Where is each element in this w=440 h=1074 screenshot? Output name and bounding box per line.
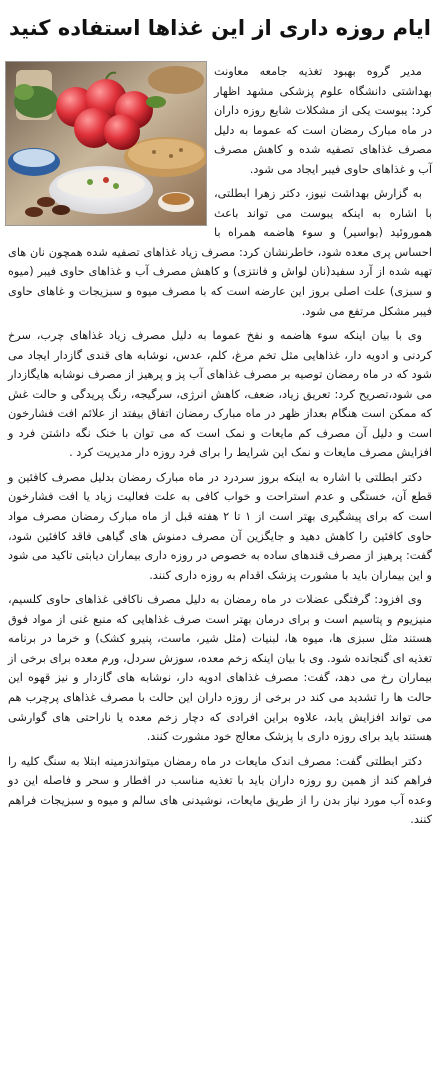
paragraph-2: به گزارش بهداشت نیوز، دکتر زهرا ابطلتی، با اشاره به اینکه یبوست می تواند باعث هموروئید (بواسیر) و سوء هاضمه همراه با احساس پری معده شود، خاطرنشان کرد: مصرف زیاد غذاهای تصفیه شده همچون نان های تهیه شده از آرد سفید(نان لواش و فانتزی) و کاهش مصرف آب و غذاهای حاوی فیبر (میوه و سبزی) علت اصلی بروز این عارضه است که با مصرف میوه و سبزیجات و غاهای حاوی فیبر مشکل مرتفع می شود. <box>8 187 432 318</box>
paragraph-5: وی افزود: گرفتگی عضلات در ماه رمضان به دلیل مصرف ناکافی غذاهای حاوی کلسیم، منیزیوم و پتاسیم است و برای درمان بهتر است صرف غذاهایی که منبع غنی از مواد فوق هستند مثل سبزی ها، میوه ها، لبنیات (مثل شیر، ماست، پنیرو کشک) و خرما در برنامه تغذیه ای گنجانده شود. وی با بیان اینکه زخم معده، سوزش سردل، ورم معده برای برخی از بیماران رخ می دهد، گفت: مصرف غذاهای ادویه دار، نوشابه های گازدار و نیز قهوه این حالت ها را تشدید می کند در برخی از روزه داران این حالت با مصرف غذاهای پرچرب هم می تواند افزایش یابد، علاوه براین افرادی که دچار زخم معده یا ناراحتی های گوارشی هستند باید برای روزه داری با پزشک معالج خود مشورت کنند. <box>8 593 432 744</box>
paragraph-4: دکتر ابطلتی با اشاره به اینکه بروز سردرد در ماه مبارک رمضان بدلیل مصرف کافئین و قطع آن، خستگی و عدم استراحت و خواب کافی به علت فعالیت زیاد یا افت فشارخون است که برای پیشگیری بهتر است از ۱ تا ۲ هفته قبل از ماه مبارک رمضان مصرف مواد حاوی کافئین را کاهش دهید و جایگزین آن مصرف دمنوش های گیاهی فاقد کافئین شود، گفت: پرهیز از مصرف قندهای ساده به خصوص در روزه داری بیماران دیابتی تاکید می شود و این بیماران باید با مشورت پزشک اقدام به روزه داری کنند. <box>8 470 433 582</box>
article-title: ایام روزه داری از این غذاها استفاده کنید <box>9 16 431 40</box>
article-body <box>8 62 432 835</box>
paragraph-3: وی با بیان اینکه سوء هاضمه و نفخ عموما به دلیل مصرف زیاد غذاهای چرب، سرخ کردنی و ادویه دار، غذاهایی مثل تخم مرغ، کلم، عدس، نوشابه های قندی گازدار ایجاد می شود که در ماه رمضان توصیه بر مصرف غذاهای آب پز و پرهیز از مصرف نوشابه هایگازدار می شود،تصریح کرد: تعریق زیاد، ضعف، کاهش انرژی، سرگیجه، رنگ پریدگی و حالت غش که ممکن است هنگام بعداز ظهر در ماه مبارک رمضان اتفاق بیفتد از علائم افت فشارخون است و دلیل آن مصرف کم مایعات و نمک است که می توان با خنک نگه داشتن فرد و افزایش مصرف مایعات و نمک این شرایط را برای فرد روزه دار مدیریت کرد . <box>8 329 432 460</box>
image-spacer <box>8 62 214 227</box>
paragraph-6: دکتر ابطلتی گفت: مصرف اندک مایعات در ماه رمضان میتواندزمینه ابتلا به سنگ کلیه را فراهم کند از همین رو روزه داران باید با تغذیه مناسب در افطار و سحر و فاصله این دو وعده آب مورد نیاز بدن را از طریق مایعات، نوشیدنی های سالم و میوه و سبزیجات فراهم کنند. <box>8 754 432 827</box>
paragraph-1: مدیر گروه بهبود تغذیه جامعه معاونت بهداشتی دانشگاه علوم پزشکی مشهد اظهار کرد: یبوست یکی از مشکلات شایع روزه داران در ماه مبارک رمضان است که عموما به دلیل مصرف غذاهای تصفیه شده و کاهش مصرف آب و غذاهای حاوی فیبر ایجاد می شود. <box>214 65 432 176</box>
